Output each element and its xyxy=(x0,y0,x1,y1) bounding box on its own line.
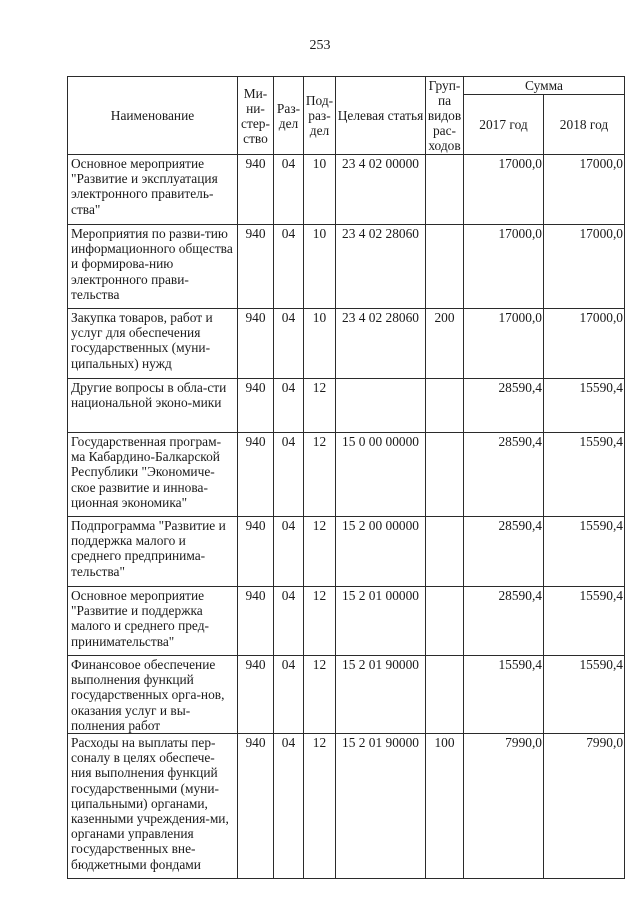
header-sum: Сумма xyxy=(464,77,625,95)
header-section: Раз-дел xyxy=(274,77,304,155)
cell-subsection: 12 xyxy=(304,587,336,656)
cell-section: 04 xyxy=(274,517,304,587)
header-year-2017: 2017 год xyxy=(464,95,544,155)
cell-sum-2017: 17000,0 xyxy=(464,225,544,309)
cell-ministry: 940 xyxy=(238,587,274,656)
cell-subsection: 10 xyxy=(304,309,336,379)
cell-sum-2018: 7990,0 xyxy=(544,734,625,879)
cell-sum-2017: 7990,0 xyxy=(464,734,544,879)
cell-expense-group xyxy=(426,225,464,309)
cell-sum-2018: 15590,4 xyxy=(544,433,625,517)
header-year-2018: 2018 год xyxy=(544,95,625,155)
cell-section: 04 xyxy=(274,433,304,517)
cell-section: 04 xyxy=(274,225,304,309)
header-name: Наименование xyxy=(68,77,238,155)
cell-name: Государственная програм-ма Кабардино-Балкарской Республики "Экономиче-ское развитие и иннова-ционная экономика" xyxy=(68,433,238,517)
cell-subsection: 10 xyxy=(304,155,336,225)
cell-name: Основное мероприятие "Развитие и поддержка малого и среднего пред-принимательства" xyxy=(68,587,238,656)
cell-subsection: 12 xyxy=(304,433,336,517)
cell-sum-2017: 17000,0 xyxy=(464,309,544,379)
cell-target: 15 0 00 00000 xyxy=(336,433,426,517)
cell-target: 23 4 02 28060 xyxy=(336,309,426,379)
cell-sum-2017: 28590,4 xyxy=(464,379,544,433)
cell-ministry: 940 xyxy=(238,656,274,734)
table-row xyxy=(68,155,625,225)
cell-section: 04 xyxy=(274,309,304,379)
cell-target: 15 2 01 00000 xyxy=(336,587,426,656)
cell-expense-group xyxy=(426,379,464,433)
table-body xyxy=(68,155,625,879)
cell-expense-group xyxy=(426,656,464,734)
cell-target: 23 4 02 28060 xyxy=(336,225,426,309)
cell-section: 04 xyxy=(274,656,304,734)
cell-ministry: 940 xyxy=(238,155,274,225)
table-row xyxy=(68,517,625,587)
cell-sum-2018: 15590,4 xyxy=(544,656,625,734)
cell-subsection: 12 xyxy=(304,734,336,879)
cell-ministry: 940 xyxy=(238,379,274,433)
cell-ministry: 940 xyxy=(238,309,274,379)
cell-expense-group xyxy=(426,587,464,656)
cell-section: 04 xyxy=(274,379,304,433)
cell-name: Финансовое обеспечение выполнения функций государственных орга-нов, оказания услуг и вы-полнения работ xyxy=(68,656,238,734)
cell-section: 04 xyxy=(274,734,304,879)
table-header xyxy=(68,77,625,155)
cell-target xyxy=(336,379,426,433)
table-row xyxy=(68,656,625,734)
cell-subsection: 10 xyxy=(304,225,336,309)
table-row xyxy=(68,587,625,656)
table-row xyxy=(68,309,625,379)
cell-sum-2018: 15590,4 xyxy=(544,379,625,433)
header-subsection: Под-раз-дел xyxy=(304,77,336,155)
cell-target: 15 2 00 00000 xyxy=(336,517,426,587)
cell-subsection: 12 xyxy=(304,379,336,433)
page-number: 253 xyxy=(309,38,331,53)
cell-name: Подпрограмма "Развитие и поддержка малого и среднего предпринима-тельства" xyxy=(68,517,238,587)
header-target: Целевая статья xyxy=(336,77,426,155)
cell-sum-2018: 17000,0 xyxy=(544,155,625,225)
cell-section: 04 xyxy=(274,155,304,225)
cell-sum-2018: 15590,4 xyxy=(544,517,625,587)
budget-table xyxy=(67,76,625,879)
cell-target: 15 2 01 90000 xyxy=(336,656,426,734)
cell-name: Расходы на выплаты пер-соналу в целях обеспече-ния выполнения функций государственными (муни-ципальными) органами, казенными учреждения-ми, органами управления государственных вне-бюджетными фондами xyxy=(68,734,238,879)
cell-subsection: 12 xyxy=(304,517,336,587)
table-row xyxy=(68,433,625,517)
table-row xyxy=(68,379,625,433)
cell-expense-group: 200 xyxy=(426,309,464,379)
cell-sum-2017: 15590,4 xyxy=(464,656,544,734)
cell-target: 15 2 01 90000 xyxy=(336,734,426,879)
header-expense-group: Груп-па видов рас-ходов xyxy=(426,77,464,155)
cell-sum-2018: 15590,4 xyxy=(544,587,625,656)
cell-sum-2018: 17000,0 xyxy=(544,225,625,309)
cell-ministry: 940 xyxy=(238,225,274,309)
cell-name: Мероприятия по разви-тию информационного общества и формирова-нию электронного прави-тельства xyxy=(68,225,238,309)
cell-ministry: 940 xyxy=(238,433,274,517)
cell-expense-group xyxy=(426,155,464,225)
cell-name: Закупка товаров, работ и услуг для обеспечения государственных (муни-ципальных) нужд xyxy=(68,309,238,379)
cell-sum-2017: 28590,4 xyxy=(464,517,544,587)
cell-sum-2017: 28590,4 xyxy=(464,587,544,656)
table-row xyxy=(68,734,625,879)
cell-sum-2018: 17000,0 xyxy=(544,309,625,379)
cell-subsection: 12 xyxy=(304,656,336,734)
cell-sum-2017: 17000,0 xyxy=(464,155,544,225)
cell-expense-group xyxy=(426,433,464,517)
cell-target: 23 4 02 00000 xyxy=(336,155,426,225)
cell-expense-group: 100 xyxy=(426,734,464,879)
cell-name: Основное мероприятие "Развитие и эксплуатация электронного правитель-ства" xyxy=(68,155,238,225)
cell-expense-group xyxy=(426,517,464,587)
cell-section: 04 xyxy=(274,587,304,656)
header-ministry: Ми-ни-стер-ство xyxy=(238,77,274,155)
cell-ministry: 940 xyxy=(238,517,274,587)
table-row xyxy=(68,225,625,309)
cell-name: Другие вопросы в обла-сти национальной эконо-мики xyxy=(68,379,238,433)
cell-sum-2017: 28590,4 xyxy=(464,433,544,517)
cell-ministry: 940 xyxy=(238,734,274,879)
